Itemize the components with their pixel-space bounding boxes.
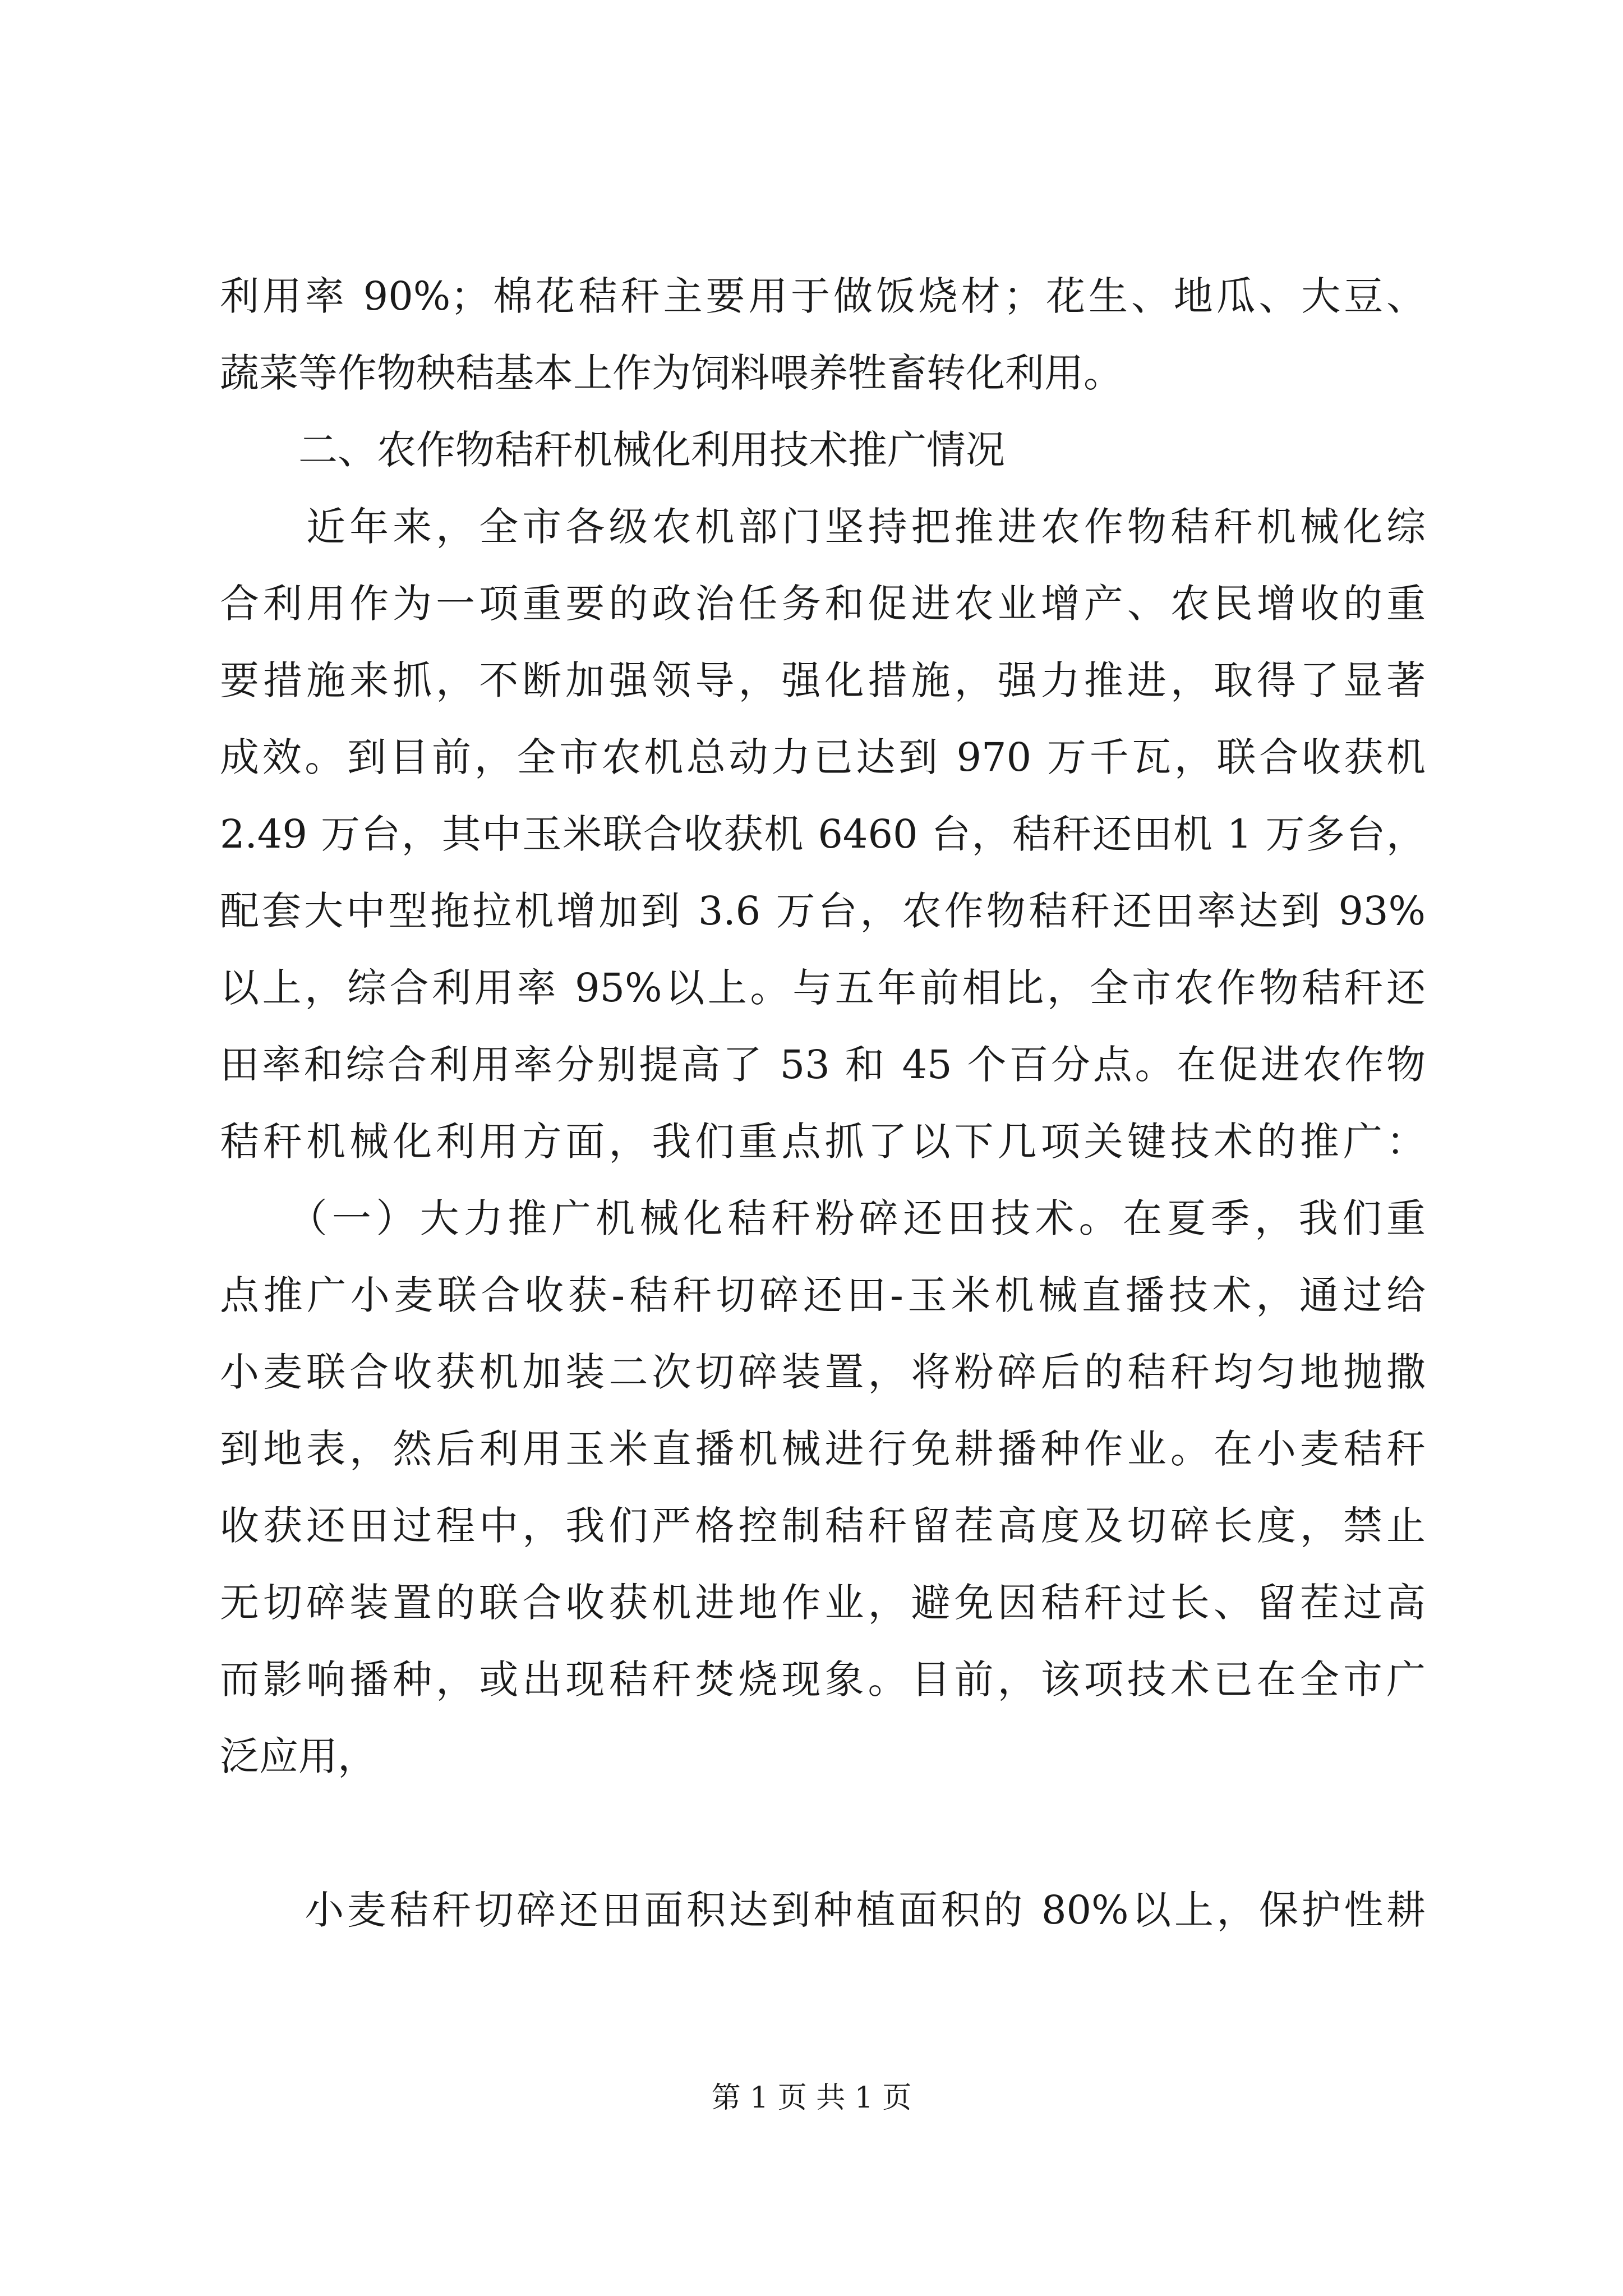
paragraph-promotion-overview	[220, 489, 1426, 1180]
paragraph-wheat-straw	[220, 1872, 1426, 1949]
text-line: （一）大力推广机械化秸秆粉碎还田技术。在夏季，我们重	[220, 1195, 1426, 1241]
text-line: 到地表，然后利用玉米直播机械进行免耕播种作业。在小麦秸秆	[220, 1426, 1426, 1472]
text-line: 以上，综合利用率 95%以上。与五年前相比，全市农作物秸秆还	[220, 965, 1426, 1011]
text-line: 蔬菜等作物秧秸基本上作为饲料喂养牲畜转化利用。	[220, 350, 1123, 396]
text-line: 泛应用，	[220, 1733, 377, 1779]
text-line: 二、农作物秸秆机械化利用技术推广情况	[220, 427, 1005, 473]
text-line: 小麦联合收获机加装二次切碎装置，将粉碎后的秸秆均匀地抛撒	[220, 1349, 1426, 1395]
text-line: 收获还田过程中，我们严格控制秸秆留茬高度及切碎长度，禁止	[220, 1503, 1426, 1549]
text-line: 秸秆机械化利用方面，我们重点抓了以下几项关键技术的推广：	[220, 1119, 1426, 1165]
text-line: 合利用作为一项重要的政治任务和促进农业增产、农民增收的重	[220, 581, 1426, 627]
text-line: 田率和综合利用率分别提高了 53 和 45 个百分点。在促进农作物	[220, 1042, 1426, 1088]
text-line: 要措施来抓，不断加强领导，强化措施，强力推进，取得了显著	[220, 657, 1426, 703]
text-line: 无切碎装置的联合收获机进地作业，避免因秸秆过长、留茬过高	[220, 1580, 1426, 1626]
page-number-footer: 第 1 页 共 1 页	[711, 2081, 912, 2115]
text-line: 配套大中型拖拉机增加到 3.6 万台，农作物秸秆还田率达到 93%	[220, 888, 1426, 934]
text-line: 近年来，全市各级农机部门坚持把推进农作物秸秆机械化综	[220, 504, 1426, 550]
text-line: 小麦秸秆切碎还田面积达到种植面积的 80%以上，保护性耕	[220, 1887, 1426, 1933]
text-line: 利用率 90%；棉花秸秆主要用于做饭烧材；花生、地瓜、大豆、	[220, 273, 1426, 319]
text-line: 2.49 万台，其中玉米联合收获机 6460 台，秸秆还田机 1 万多台，	[220, 811, 1426, 857]
text-line: 成效。到目前，全市农机总动力已达到 970 万千瓦，联合收获机	[220, 734, 1426, 780]
section-heading	[220, 412, 1426, 489]
paragraph-straw-usage	[220, 258, 1426, 412]
paragraph-straw-crushing	[220, 1180, 1426, 1795]
document-body	[220, 258, 1426, 1949]
text-line: 而影响播种，或出现秸秆焚烧现象。目前，该项技术已在全市广	[220, 1657, 1426, 1703]
text-line: 点推广小麦联合收获-秸秆切碎还田-玉米机械直播技术，通过给	[220, 1272, 1426, 1318]
